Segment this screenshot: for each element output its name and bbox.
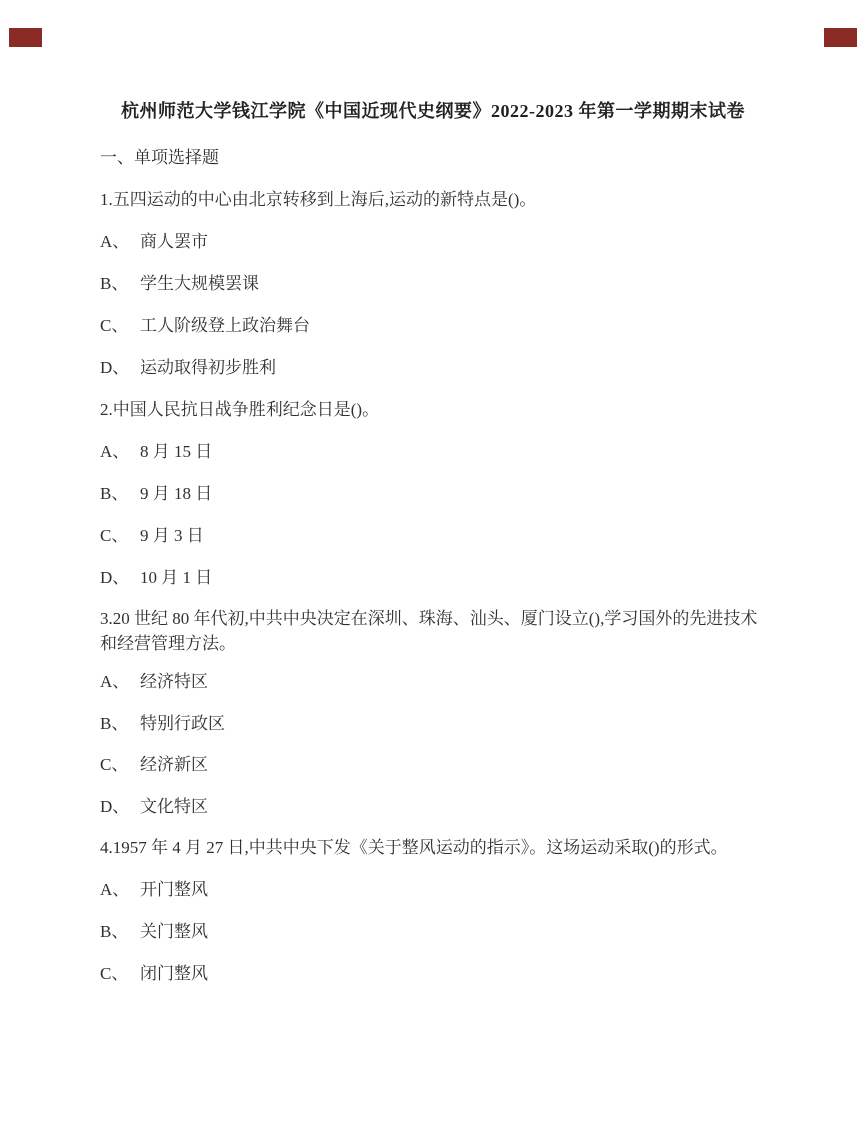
option-text: 9 月 3 日 xyxy=(140,526,204,545)
question-1-text: 1.五四运动的中心由北京转移到上海后,运动的新特点是()。 xyxy=(100,190,537,209)
option-text: 商人罢市 xyxy=(140,232,208,251)
question-1-option-c xyxy=(100,315,776,337)
option-letter: A、 xyxy=(100,672,130,691)
option-text: 学生大规模罢课 xyxy=(140,274,259,293)
option-letter: B、 xyxy=(100,714,129,733)
question-2-option-d xyxy=(100,567,776,589)
question-4-option-c xyxy=(100,963,776,985)
option-text: 9 月 18 日 xyxy=(140,484,213,503)
question-3-line-1: 3.20 世纪 80 年代初,中共中央决定在深圳、珠海、汕头、厦门设立(),学习国外的先进技术 xyxy=(100,609,758,628)
question-4-option-a xyxy=(100,879,776,901)
question-1-option-b xyxy=(100,273,776,295)
question-2-option-c xyxy=(100,525,776,547)
question-2-text: 2.中国人民抗日战争胜利纪念日是()。 xyxy=(100,400,380,419)
option-letter: C、 xyxy=(100,316,129,335)
question-4-option-b xyxy=(100,921,776,943)
option-letter: D、 xyxy=(100,568,130,587)
option-text: 闭门整风 xyxy=(140,964,208,983)
option-text: 经济新区 xyxy=(140,755,208,774)
question-3-option-c xyxy=(100,754,776,776)
option-text: 关门整风 xyxy=(140,922,208,941)
question-4-text: 4.1957 年 4 月 27 日,中共中央下发《关于整风运动的指示》。这场运动采取()的形式。 xyxy=(100,838,728,857)
question-2-option-b xyxy=(100,483,776,505)
option-text: 运动取得初步胜利 xyxy=(140,358,276,377)
option-letter: C、 xyxy=(100,526,129,545)
option-text: 工人阶级登上政治舞台 xyxy=(140,316,310,335)
option-letter: B、 xyxy=(100,922,129,941)
option-text: 经济特区 xyxy=(140,672,208,691)
option-letter: B、 xyxy=(100,274,129,293)
question-1-option-a xyxy=(100,231,776,253)
option-letter: B、 xyxy=(100,484,129,503)
option-letter: D、 xyxy=(100,797,130,816)
option-letter: C、 xyxy=(100,964,129,983)
page-title: 杭州师范大学钱江学院《中国近现代史纲要》2022-2023 年第一学期期末试卷 xyxy=(121,101,745,121)
option-text: 8 月 15 日 xyxy=(140,442,213,461)
question-3-option-a xyxy=(100,671,776,693)
option-text: 10 月 1 日 xyxy=(140,568,213,587)
question-3-option-d xyxy=(100,796,776,818)
question-1-option-d xyxy=(100,357,776,379)
option-text: 文化特区 xyxy=(140,797,208,816)
question-3-line-2: 和经营管理方法。 xyxy=(100,634,236,653)
option-letter: A、 xyxy=(100,442,130,461)
section-heading: 一、单项选择题 xyxy=(100,148,219,167)
option-letter: A、 xyxy=(100,232,130,251)
option-text: 开门整风 xyxy=(140,880,208,899)
option-text: 特别行政区 xyxy=(140,714,225,733)
option-letter: A、 xyxy=(100,880,130,899)
option-letter: D、 xyxy=(100,358,130,377)
question-2-option-a xyxy=(100,441,776,463)
redaction-mark-right xyxy=(824,28,857,47)
question-3-text xyxy=(100,606,776,656)
option-letter: C、 xyxy=(100,755,129,774)
redaction-mark-left xyxy=(9,28,42,47)
question-3-option-b xyxy=(100,713,776,735)
